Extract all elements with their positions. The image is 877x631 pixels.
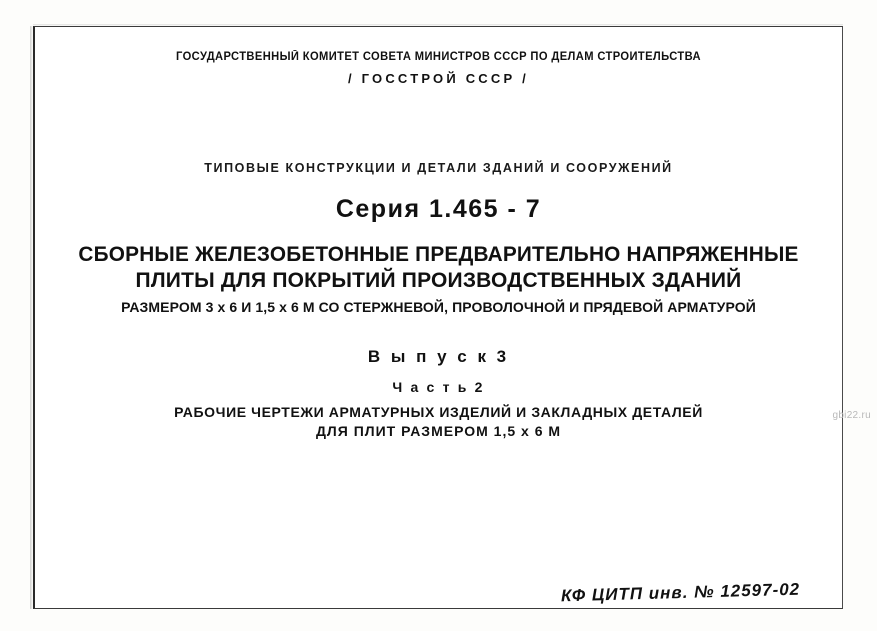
contents-line-2: ДЛЯ ПЛИТ РАЗМЕРОМ 1,5 х 6 М [315, 423, 562, 439]
document-subtitle: ТИПОВЫЕ КОНСТРУКЦИИ И ДЕТАЛИ ЗДАНИЙ И СООРУЖЕНИЙ [204, 161, 673, 175]
part-label: Ч а с т ь 2 [392, 379, 485, 395]
title-sheet [33, 26, 843, 609]
contents-line-1: РАБОЧИЕ ЧЕРТЕЖИ АРМАТУРНЫХ ИЗДЕЛИЙ И ЗАКЛАДНЫХ ДЕТАЛЕЙ [174, 404, 703, 420]
ministry-header-line-1: ГОСУДАРСТВЕННЫЙ КОМИТЕТ СОВЕТА МИНИСТРОВ СССР ПО ДЕЛАМ СТРОИТЕЛЬСТВА [176, 51, 701, 63]
document-title-line-2: ПЛИТЫ ДЛЯ ПОКРЫТИЙ ПРОИЗВОДСТВЕННЫХ ЗДАНИЙ [135, 269, 742, 292]
issue-label: В ы п у с к 3 [367, 347, 510, 366]
watermark-text: gbi22.ru [832, 410, 871, 421]
inventory-stamp: КФ ЦИТП инв. № 12597-02 [560, 579, 801, 606]
document-title-line-3: РАЗМЕРОМ 3 х 6 И 1,5 х 6 М СО СТЕРЖНЕВОЙ, ПРОВОЛОЧНОЙ И ПРЯДЕВОЙ АРМАТУРОЙ [121, 299, 756, 315]
document-title-line-1: СБОРНЫЕ ЖЕЛЕЗОБЕТОННЫЕ ПРЕДВАРИТЕЛЬНО НАПРЯЖЕННЫЕ [78, 243, 799, 266]
ministry-header-line-2: / ГОССТРОЙ СССР / [348, 71, 529, 86]
series-number: Серия 1.465 - 7 [335, 195, 542, 223]
